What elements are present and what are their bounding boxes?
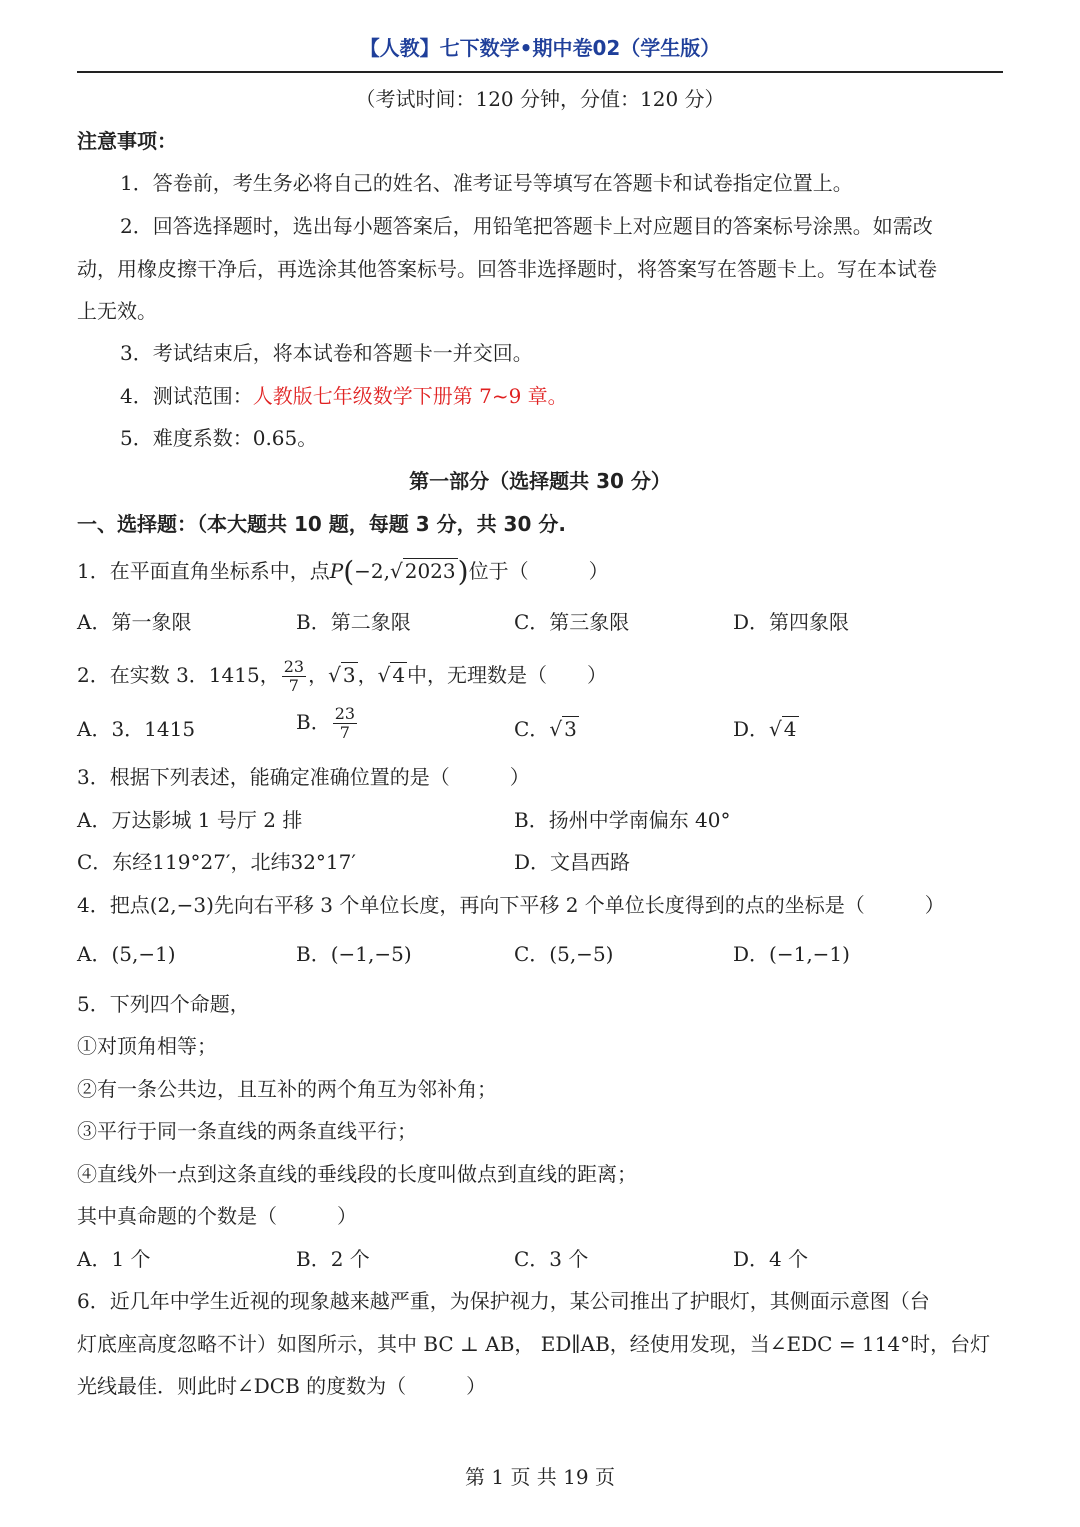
part-title: 第一部分（选择题共 30 分） [409, 469, 671, 493]
q1-suffix: 位于（ ） [468, 559, 609, 583]
q2-sqrt3: √ 3 [328, 663, 356, 687]
page-footer: 第 1 页 共 19 页 [465, 1465, 615, 1489]
q4-option-a[interactable]: A．(5,−1) [77, 942, 176, 966]
notice-item-2: 2．回答选择题时，选出每小题答案后，用铅笔把答题卡上对应题目的答案标号涂黑。如需改 [120, 214, 933, 238]
q5-option-a[interactable]: A．1 个 [77, 1247, 151, 1271]
header-divider [77, 71, 1003, 73]
q1-option-a[interactable]: A．第一象限 [77, 610, 192, 634]
q4-option-d[interactable]: D．(−1,−1) [733, 942, 850, 966]
q3-option-c[interactable]: C．东经119°27′，北纬32°17′ [77, 850, 356, 874]
q5-proposition-1: ①对顶角相等； [77, 1034, 217, 1058]
q2-option-c[interactable]: C．√ 3 [514, 717, 577, 741]
q5-option-c[interactable]: C．3 个 [514, 1247, 589, 1271]
question-1: 1．在平面直角坐标系中，点P(−2,√ 2023)位于（ ） [77, 555, 609, 588]
q2-option-d[interactable]: D．√ 4 [733, 717, 797, 741]
q1-option-b[interactable]: B．第二象限 [296, 610, 411, 634]
q4-option-b[interactable]: B．(−1,−5) [296, 942, 412, 966]
q5-proposition-2: ②有一条公共边，且互补的两个角互为邻补角； [77, 1077, 497, 1101]
notice-item-5: 5．难度系数：0.65。 [120, 426, 318, 450]
q2-sqrt4: √ 4 [377, 663, 406, 687]
question-4: 4．把点(2,−3)先向右平移 3 个单位长度，再向下平移 2 个单位长度得到的点的坐标是（ ） [77, 893, 945, 917]
q3-option-d[interactable]: D．文昌西路 [514, 850, 631, 874]
q2-stem: 2．在实数 3．1415， [77, 663, 280, 687]
notice-item-4 [120, 383, 568, 409]
notice-item-3: 3．考试结束后，将本试卷和答题卡一并交回。 [120, 341, 533, 365]
exam-info: （考试时间：120 分钟，分值：120 分） [355, 87, 725, 111]
notice-heading: 注意事项： [77, 129, 177, 153]
notice-item-4-label: 4．测试范围： [120, 384, 253, 408]
q1-coord-a: −2, [354, 559, 390, 583]
test-scope: 人教版七年级数学下册第 7~9 章。 [252, 384, 568, 408]
question-6-line-2: 灯底座高度忽略不计）如图所示，其中 BC ⊥ AB， ED∥AB，经使用发现，当∠EDC = 114°时，台灯 [77, 1332, 991, 1356]
q1-stem: 1．在平面直角坐标系中，点 [77, 559, 330, 583]
question-5: 5．下列四个命题， [77, 992, 250, 1016]
section-title: 一、选择题：（本大题共 10 题，每题 3 分，共 30 分. [77, 512, 566, 536]
q5-question: 其中真命题的个数是（ ） [77, 1204, 357, 1228]
document-header-title: 【人教】七下数学•期中卷02（学生版） [359, 36, 721, 60]
q2-option-b[interactable]: B． $\frac{23}{7}$ [296, 704, 356, 742]
q4-option-c[interactable]: C．(5,−5) [514, 942, 614, 966]
q5-proposition-3: ③平行于同一条直线的两条直线平行； [77, 1119, 417, 1143]
q3-option-a[interactable]: A．万达影城 1 号厅 2 排 [77, 808, 303, 832]
notice-item-1: 1．答卷前，考生务必将自己的姓名、准考证号等填写在答题卡和试卷指定位置上。 [120, 171, 853, 195]
q5-option-b[interactable]: B．2 个 [296, 1247, 370, 1271]
question-2: 2．在实数 3．1415， $\frac{23}{7}$ ，√ 3 ，√ 4 中，无理数是（ ） [77, 657, 608, 695]
q2-fraction: $\frac{23}{7}$ [283, 657, 305, 695]
q5-option-d[interactable]: D．4 个 [733, 1247, 809, 1271]
q1-option-d[interactable]: D．第四象限 [733, 610, 850, 634]
q1-coord-b: 2023 [404, 559, 456, 583]
notice-item-2-end: 上无效。 [77, 299, 157, 323]
question-3: 3．根据下列表述，能确定准确位置的是（ ） [77, 765, 530, 789]
notice-item-2-cont: 动，用橡皮擦干净后，再选涂其他答案标号。回答非选择题时，将答案写在答题卡上。写在本试卷 [77, 257, 937, 281]
question-6-line-1: 6．近几年中学生近视的现象越来越严重，为保护视力，某公司推出了护眼灯，其侧面示意图（台 [77, 1289, 930, 1313]
q1-option-c[interactable]: C．第三象限 [514, 610, 630, 634]
question-6-line-3: 光线最佳．则此时∠DCB 的度数为（ ） [77, 1374, 487, 1398]
q1-point: P [329, 559, 344, 583]
q2-suffix: 中，无理数是（ ） [407, 663, 608, 687]
q5-proposition-4: ④直线外一点到这条直线的垂线段的长度叫做点到直线的距离； [77, 1162, 637, 1186]
q3-option-b[interactable]: B．扬州中学南偏东 40° [514, 808, 731, 832]
q2-option-a[interactable]: A．3．1415 [77, 717, 196, 741]
